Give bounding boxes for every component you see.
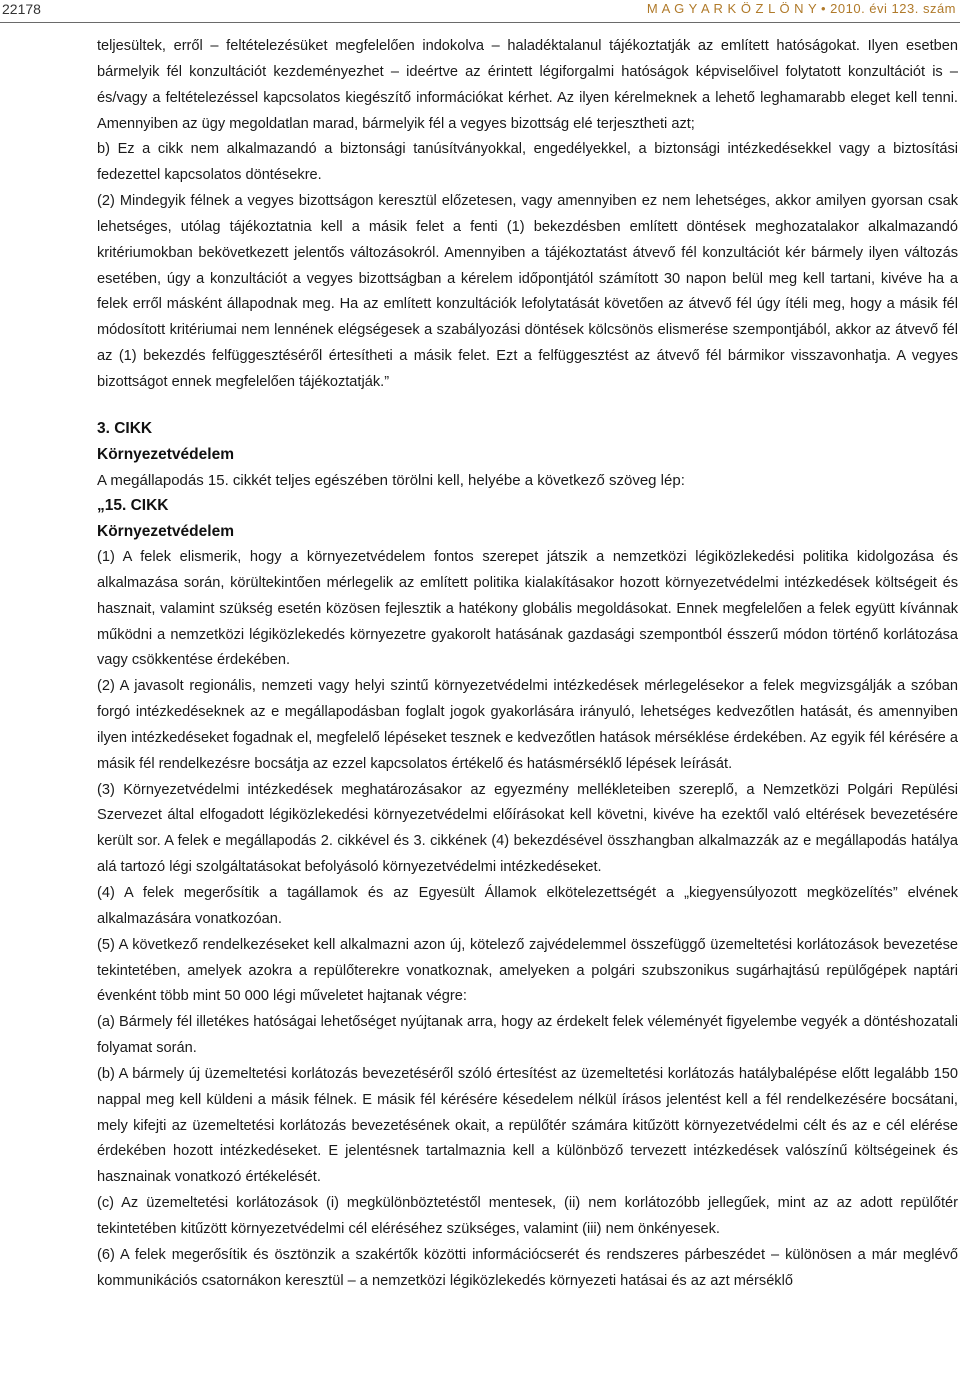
article-instruction: A megállapodás 15. cikkét teljes egészében törölni kell, helyébe a következő szöveg lép: xyxy=(97,471,685,489)
article-title: Környezetvédelem xyxy=(97,445,234,463)
paragraph-q5: (5) A következő rendelkezéseket kell alkalmazni azon új, kötelező zajvédelemmel összefüggő üzemeltetési korlátozások bevezetése tekintetében, amelyek azokra a repülőterekre vonatkoznak, amelyeken a polgári szubszonikus sugárhajtású repülőgépek naptári évenként több mint 50 000 légi műveletet hajtanak végre: xyxy=(97,936,958,1005)
quoted-article-number: „15. CIKK xyxy=(97,497,169,515)
paragraph-q1: (1) A felek elismerik, hogy a környezetvédelem fontos szerepet játszik a nemzetközi légiközlekedési politika kidolgozása és alkalmazása során, körültekintően mérlegelik az említett politika kialakításakor hozott környezetvédelmi intézkedések költségeit és hasznait, valamint szükség esetén közösen fejlesztik a hatékony globális megoldásokat. Ennek megfelelően a felek együtt kívánnak működni a nemzetközi légiközlekedés környezetre gyakorolt hatásának gazdasági szempontból ésszerű módon történő korlátozása vagy csökkentése érdekében. xyxy=(97,549,958,669)
paragraph-q5b: (b) A bármely új üzemeltetési korlátozás bevezetéséről szóló értesítést az üzemeltetési korlátozás hatálybalépése előtt legalább 150 nappal meg kell küldeni a másik félnek. E másik fél kérésére késedelem nélkül írásos jelentést kell a fél rendelkezésére bocsátani, mely kifejti az üzemeltetési korlátozás bevezetésének okait, a repülőtér számára kitűzött környezetvédelmi célt és az e cél elérése érdekében hozott intézkedéseket. E jelentésnek tartalmaznia kell a különböző tervezett intézkedések valószínű költségeinek és hasznainak vonatkozó értékelését. xyxy=(97,1065,958,1186)
paragraph-b: b) Ez a cikk nem alkalmazandó a biztonsági tanúsítványokkal, engedélyekkel, a biztonsági intézkedésekkel vagy a biztosítási fedezettel kapcsolatos döntésekre. xyxy=(97,141,958,184)
paragraph-intro: teljesültek, erről – feltételezésüket megfelelően indokolva – haladéktalanul tájékoztatják az említett hatóságokat. Ilyen esetben bármelyik fél konzultációt kezdeményezhet – ideértve az érintett légiforgalmi hatóságok képviselőivel folytatott konzultációt is – és/vagy a feltételezéssel kapcsolatos kiegészítő információkat kérhet. Az ilyen kérelmeknek a lehető leghamarabb eleget kell tenni. Amennyiben az ügy megoldatlan marad, bármelyik fél a vegyes bizottság elé terjesztheti azt; xyxy=(97,38,958,132)
article-number: 3. CIKK xyxy=(97,419,153,437)
paragraph-q4: (4) A felek megerősítik a tagállamok és az Egyesült Államok elkötelezettségét a „kiegyensúlyozott megközelítés” elvének alkalmazására vonatkozóan. xyxy=(97,885,958,927)
header-rule xyxy=(0,22,960,23)
document-body xyxy=(97,34,958,1295)
quoted-article-title: Környezetvédelem xyxy=(97,523,234,541)
paragraph-q2: (2) A javasolt regionális, nemzeti vagy helyi szintű környezetvédelmi intézkedések mérlegelésekor a felek megvizsgálják a szóban forgó intézkedéseknek az e megállapodásban foglalt jogok gyakorlására irányuló, lehetséges kedvezőtlen hatását, és amennyiben ilyen intézkedéseket fogadnak el, megfelelő lépéseket tesznek e kedvezőtlen hatások mérséklése érdekében. Az egyik fél kérésére a másik fél rendelkezésre bocsátja az ezzel kapcsolatos értékelő és hatásmérséklő lépések leírását. xyxy=(97,678,958,772)
page-number: 22178 xyxy=(2,1,41,17)
running-head: M A G Y A R K Ö Z L Ö N Y • 2010. évi 123. szám xyxy=(646,1,956,16)
paragraph-q3: (3) Környezetvédelmi intézkedések meghatározásakor az egyezmény mellékleteiben szereplő, a Nemzetközi Polgári Repülési Szervezet által elfogadott légiközlekedési környezetvédelmi előírásokat kell követni, kivéve ha ezektől való eltérések bevezetésére került sor. A felek e megállapodás 2. cikkével és 3. cikkének (4) bekezdésével összhangban alkalmazzák az e megállapodás hatálya alá tartozó légi szolgáltatásokat befolyásoló környezetvédelmi intézkedéseket. xyxy=(97,781,958,876)
page-header xyxy=(0,0,960,22)
paragraph-q5c: (c) Az üzemeltetési korlátozások (i) megkülönböztetéstől mentesek, (ii) nem korlátozóbb jellegűek, mint az az adott repülőtér tekintetében kitűzött környezetvédelmi cél eléréséhez szükséges, valamint (iii) nem önkényesek. xyxy=(97,1195,958,1237)
paragraph-q5a: (a) Bármely fél illetékes hatóságai lehetőséget nyújtanak arra, hogy az érdekelt felek véleményét figyelembe vegyék a döntéshozatali folyamat során. xyxy=(97,1014,958,1057)
paragraph-2: (2) Mindegyik félnek a vegyes bizottságon keresztül előzetesen, vagy amennyiben ez nem lehetséges, akkor amilyen gyorsan csak lehetséges, utólag tájékoztatnia kell a másik felet a fenti (1) bekezdésben említett döntések meghozatalakor alkalmazandó kritériumokban bekövetkezett jelentős változásokról. Amennyiben a tájékoztatást átvevő fél konzultációt kér bármely ilyen változás esetében, úgy a konzultációt a vegyes bizottságban a kérelem időpontjától számított 30 napon belül meg kell tartani, kivéve ha a felek erről másként állapodnak meg. Ha az említett konzultációk lefolytatását követően az átvevő fél úgy ítéli meg, hogy a másik fél módosított kritériumai nem lennének elégségesek a szabályozási döntések kölcsönös elismerése szempontjából, akkor az átvevő fél az (1) bekezdés felfüggesztéséről értesítheti a másik felet. Ezt a felfüggesztést az átvevő fél bármikor visszavonhatja. A vegyes bizottságot ennek megfelelően tájékoztatják.” xyxy=(97,193,958,390)
paragraph-q6: (6) A felek megerősítik és ösztönzik a szakértők közötti információcserét és rendszeres párbeszédet – különösen a már meglévő kommunikációs csatornákon keresztül – a nemzetközi légiközlekedés környezeti hatásai és az azt mérséklő xyxy=(97,1246,958,1289)
